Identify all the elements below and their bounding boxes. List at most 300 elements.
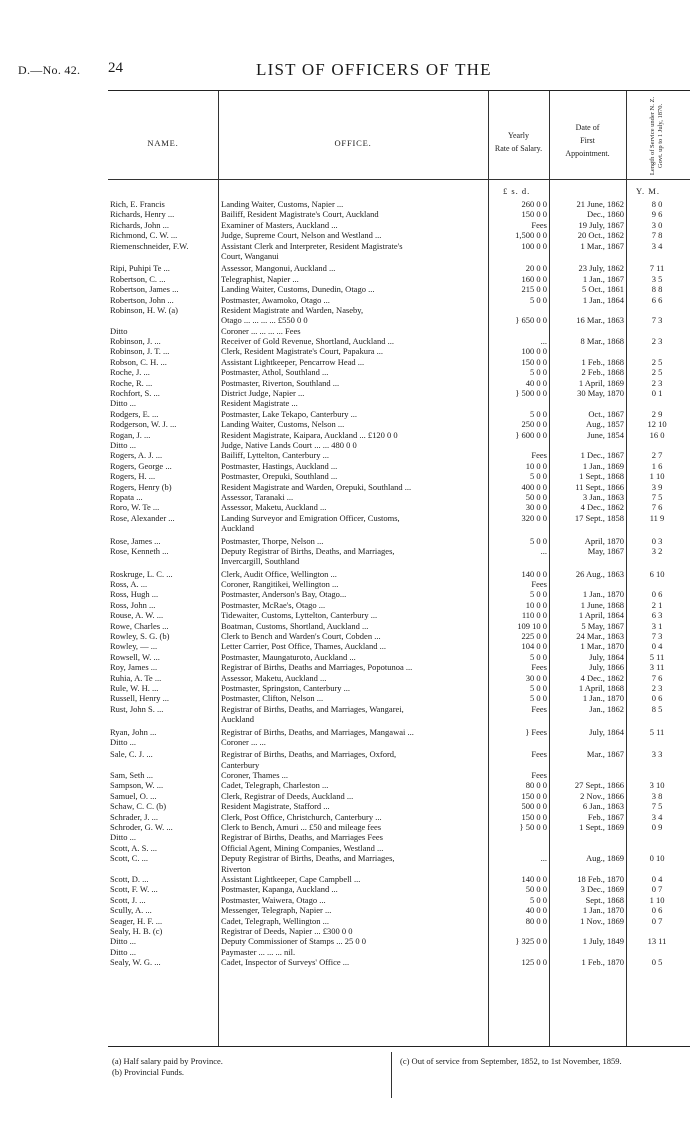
table-row — [108, 631, 690, 641]
salary-cell: 140 0 0 — [521, 874, 547, 884]
salary-cell: 5 0 0 — [530, 367, 547, 378]
office-cell: Auckland — [221, 523, 255, 534]
officer-name: Rose, Kenneth ... — [110, 545, 169, 556]
service-length-cell: 2 7 — [651, 450, 663, 461]
appointment-date-cell: 26 Aug., 1863 — [575, 568, 624, 579]
table-row — [108, 652, 690, 662]
officer-name: Schroder, G. W. ... — [110, 822, 173, 833]
table-row — [108, 523, 690, 533]
office-cell: Registrar of Births, Deaths, and Marriages, Mangawai ... — [221, 726, 414, 737]
salary-cell: 150 0 0 — [521, 790, 547, 801]
salary-cell: 30 0 0 — [525, 672, 547, 683]
salary-cell: Fees — [531, 219, 547, 230]
office-cell: Registrar of Births, Deaths, and Marriages Fees — [221, 832, 383, 843]
appointment-date-cell: 23 July, 1862 — [578, 263, 624, 274]
service-length-cell: 8 0 — [651, 199, 663, 209]
service-length-cell: 2 3 — [651, 377, 663, 388]
office-cell: Clerk, Post Office, Christchurch, Canterbury ... — [221, 811, 382, 822]
service-length-cell: 9 6 — [651, 209, 663, 220]
footnotes — [108, 1052, 690, 1102]
column-header-length-text: Length of Service under N. Z. Govt. up to 1 July, 1870. — [649, 96, 664, 176]
salary-cell: } 600 0 0 — [515, 429, 547, 440]
service-length-cell: 0 7 — [651, 884, 663, 895]
officer-name: Robinson, J. T. ... — [110, 346, 170, 357]
salary-cell: ... — [540, 545, 547, 556]
appointment-date-cell: 1 Jan., 1870 — [582, 589, 624, 600]
appointment-date-cell: 4 Dec., 1862 — [580, 502, 624, 513]
officer-name: Rust, John S. ... — [110, 703, 164, 714]
appointment-date-cell: 5 Oct., 1861 — [581, 284, 624, 295]
office-cell: Clerk to Bench and Warden's Court, Cobden ... — [221, 631, 381, 642]
table-row — [108, 864, 690, 874]
salary-cell: 160 0 0 — [521, 273, 547, 284]
table-row — [108, 336, 690, 346]
service-length-cell: 6 10 — [649, 568, 665, 579]
service-length-cell: 7 11 — [649, 263, 665, 274]
service-length-cell: 0 4 — [651, 641, 663, 652]
appointment-date-cell: 1 Jan., 1870 — [582, 905, 624, 916]
officer-name: Roro, W. Te ... — [110, 502, 160, 513]
salary-cell: 50 0 0 — [525, 491, 547, 502]
salary-cell: Fees — [531, 450, 547, 461]
appointment-date-cell: 1 Feb., 1868 — [581, 356, 624, 367]
appointment-date-cell: Aug., 1869 — [585, 853, 624, 864]
appointment-date-cell: July, 1866 — [589, 662, 624, 673]
officer-name: Rowley, S. G. (b) — [110, 631, 170, 642]
table-row — [108, 199, 690, 209]
appointment-date-cell: 1 Jan., 1867 — [582, 273, 624, 284]
officer-name: Robson, C. H. ... — [110, 356, 167, 367]
officer-name: Scott, F. W. ... — [110, 884, 158, 895]
appointment-date-cell: 1 Sept., 1868 — [579, 471, 624, 482]
table-row — [108, 409, 690, 419]
salary-cell: 400 0 0 — [521, 481, 547, 492]
salary-cell: 80 0 0 — [525, 915, 547, 926]
office-cell: Postmaster, Kapanga, Auckland ... — [221, 884, 338, 895]
table-row — [108, 556, 690, 566]
office-cell: Postmaster, Awamoko, Otago ... — [221, 294, 330, 305]
appointment-date-cell: Mar., 1867 — [586, 749, 624, 760]
service-length-cell: 1 10 — [649, 894, 665, 905]
officer-name: Rogan, J. ... — [110, 429, 151, 440]
length-units: Y. M. — [636, 186, 660, 196]
officer-name: Scott, D. ... — [110, 874, 149, 884]
service-length-cell: 1 10 — [649, 471, 665, 482]
officer-name: Scott, A. S. ... — [110, 842, 157, 853]
service-length-cell: 7 6 — [651, 502, 663, 513]
table-row — [108, 610, 690, 620]
table-row — [108, 780, 690, 790]
officer-name: Riemenschneider, F.W. — [110, 240, 189, 251]
appointment-date-cell: 20 Oct., 1862 — [577, 230, 624, 241]
office-cell: Cadet, Telegraph, Wellington ... — [221, 915, 329, 926]
salary-cell: Fees — [531, 703, 547, 714]
officer-name: Scott, C. ... — [110, 853, 149, 864]
service-length-cell: 7 5 — [651, 801, 663, 812]
appointment-date-cell: 24 Mar., 1863 — [576, 631, 624, 642]
table-row — [108, 263, 690, 273]
officer-name: Sampson, W. ... — [110, 780, 164, 791]
officer-name: Richmond, C. W. ... — [110, 230, 178, 241]
officer-name: Rowsell, W. ... — [110, 651, 160, 662]
office-cell: Court, Wanganui — [221, 250, 279, 261]
table-row — [108, 791, 690, 801]
table-row — [108, 905, 690, 915]
appointment-date-cell: 1 June, 1868 — [580, 599, 624, 610]
office-cell: District Judge, Napier ... — [221, 388, 305, 399]
appointment-date-cell: 3 Dec., 1869 — [580, 884, 624, 895]
salary-cell: 125 0 0 — [521, 957, 547, 968]
office-cell: Resident Magistrate ... — [221, 398, 298, 409]
office-cell: Boatman, Customs, Shortland, Auckland ... — [221, 620, 369, 631]
service-length-cell: 3 0 — [651, 219, 663, 230]
salary-cell: 100 0 0 — [521, 240, 547, 251]
appointment-date-cell: July, 1864 — [589, 726, 624, 737]
officer-name: Rodgerson, W. J. ... — [110, 419, 177, 430]
footnote-a: (a) Half salary paid by Province. — [112, 1056, 223, 1066]
officer-name: Ditto ... — [110, 946, 136, 957]
office-cell: Postmaster, Waiwera, Otago ... — [221, 894, 326, 905]
table-row — [108, 714, 690, 724]
appointment-date-cell: 17 Sept., 1858 — [574, 512, 624, 523]
officer-name: Roskruge, L. C. ... — [110, 568, 173, 579]
appointment-date-cell: 1 April, 1869 — [578, 377, 624, 388]
salary-cell: 5 0 0 — [530, 535, 547, 546]
appointment-date-cell: 1 Feb., 1870 — [581, 957, 624, 968]
office-cell: Deputy Registrar of Births, Deaths, and Marriages, — [221, 853, 395, 864]
appointment-date-cell: 1 Jan., 1870 — [582, 693, 624, 704]
table-row — [108, 749, 690, 759]
salary-cell: } 650 0 0 — [515, 315, 547, 326]
salary-cell: 150 0 0 — [521, 811, 547, 822]
service-length-cell: 3 8 — [651, 790, 663, 801]
officer-name: Schrader, J. ... — [110, 811, 159, 822]
table-row — [108, 220, 690, 230]
office-cell: Assistant Lightkeeper, Pencarrow Head ... — [221, 356, 365, 367]
appointment-date-cell: 1 July, 1849 — [582, 936, 624, 947]
salary-cell: 40 0 0 — [525, 905, 547, 916]
officer-name: Samuel, O. ... — [110, 790, 157, 801]
office-cell: Assessor, Mangonui, Auckland ... — [221, 263, 336, 274]
office-cell: Resident Magistrate and Warden, Orepuki, Southland ... — [221, 481, 412, 492]
service-length-cell: 3 10 — [649, 780, 665, 791]
table-row — [108, 621, 690, 631]
table-row — [108, 812, 690, 822]
service-length-cell: 3 5 — [651, 273, 663, 284]
table-row — [108, 947, 690, 957]
service-length-cell: 3 4 — [651, 811, 663, 822]
office-cell: Bailiff, Lyttelton, Canterbury ... — [221, 450, 329, 461]
office-cell: Postmaster, Lake Tekapo, Canterbury ... — [221, 408, 358, 419]
office-cell: Registrar of Births, Deaths, and Marriages, Wangarei, — [221, 703, 404, 714]
service-length-cell: 0 7 — [651, 915, 663, 926]
office-cell: Postmaster, McRae's, Otago ... — [221, 599, 326, 610]
table-row — [108, 471, 690, 481]
table-row — [108, 513, 690, 523]
office-cell: Receiver of Gold Revenue, Shortland, Auckland ... — [221, 336, 395, 347]
officer-name: Ross, John ... — [110, 599, 156, 610]
salary-cell: Fees — [531, 749, 547, 760]
salary-cell: 50 0 0 — [525, 884, 547, 895]
officer-name: Scully, A. ... — [110, 905, 152, 916]
service-length-cell: 2 3 — [651, 336, 663, 347]
table-row — [108, 230, 690, 240]
table-row — [108, 801, 690, 811]
table-row — [108, 853, 690, 863]
appointment-date-cell: 1 Jan., 1864 — [582, 294, 624, 305]
appointment-date-cell: 1 Mar., 1867 — [580, 240, 624, 251]
appointment-date-cell: 3 Jan., 1863 — [582, 491, 624, 502]
office-cell: Examiner of Masters, Auckland ... — [221, 219, 338, 230]
page-number: 24 — [108, 60, 123, 76]
salary-cell: 260 0 0 — [521, 199, 547, 209]
office-cell: Landing Waiter, Customs, Napier ... — [221, 199, 344, 209]
table-row — [108, 662, 690, 672]
office-cell: Clerk, Audit Office, Wellington ... — [221, 568, 337, 579]
office-cell: Postmaster, Maungaturoto, Auckland ... — [221, 651, 356, 662]
service-length-cell: 0 9 — [651, 822, 663, 833]
service-length-cell: 7 8 — [651, 230, 663, 241]
office-cell: Landing Waiter, Customs, Nelson ... — [221, 419, 345, 430]
page-header — [0, 60, 700, 84]
officer-name: Rogers, H. ... — [110, 471, 156, 482]
officer-name: Schaw, C. C. (b) — [110, 801, 167, 812]
service-length-cell: 2 1 — [651, 599, 663, 610]
officer-name: Robinson, H. W. (a) — [110, 304, 178, 315]
salary-cell: 100 0 0 — [521, 346, 547, 357]
table-row — [108, 295, 690, 305]
appointment-date-cell: 1 Jan., 1869 — [582, 460, 624, 471]
service-length-cell: 0 10 — [649, 853, 665, 864]
officer-name: Rouse, A. W. ... — [110, 610, 164, 621]
appointment-date-cell: 16 Mar., 1863 — [576, 315, 624, 326]
service-length-cell: 7 3 — [651, 631, 663, 642]
table-row — [108, 492, 690, 502]
service-length-cell: 6 3 — [651, 610, 663, 621]
salary-cell: 1,500 0 0 — [515, 230, 547, 241]
appointment-date-cell: 30 May, 1870 — [577, 388, 624, 399]
salary-cell: 500 0 0 — [521, 801, 547, 812]
officer-name: Ross, Hugh ... — [110, 589, 159, 600]
appointment-date-cell: 1 Nov., 1869 — [580, 915, 624, 926]
service-length-cell: 12 10 — [647, 419, 667, 430]
column-header-office: OFFICE. — [334, 138, 372, 148]
salary-cell: 5 0 0 — [530, 693, 547, 704]
officer-name: Ditto ... — [110, 398, 136, 409]
office-cell: Assessor, Maketu, Auckland ... — [221, 672, 327, 683]
officer-name: Russell, Henry ... — [110, 693, 170, 704]
service-length-cell: 2 9 — [651, 408, 663, 419]
appointment-date-cell: April, 1870 — [584, 535, 624, 546]
office-cell: Assistant Clerk and Interpreter, Resident Magistrate's — [221, 240, 403, 251]
officer-name: Rowley, — ... — [110, 641, 158, 652]
officer-name: Rule, W. H. ... — [110, 682, 159, 693]
salary-cell: } 500 0 0 — [515, 388, 547, 399]
column-header-length — [626, 92, 690, 178]
office-cell: Postmaster, Clifton, Nelson ... — [221, 693, 324, 704]
header-rule — [108, 179, 690, 180]
office-cell: Cadet, Inspector of Surveys' Office ... — [221, 957, 350, 968]
appointment-date-cell: 2 Nov., 1866 — [580, 790, 624, 801]
office-cell: Coroner, Thames ... — [221, 770, 289, 781]
appointment-date-cell: 18 Feb., 1870 — [577, 874, 624, 884]
service-length-cell: 8 8 — [651, 284, 663, 295]
salary-cell: 109 10 0 — [517, 620, 547, 631]
appointment-date-cell: Jan., 1862 — [589, 703, 624, 714]
service-length-cell: 6 6 — [651, 294, 663, 305]
appointment-date-cell: Feb., 1867 — [587, 811, 624, 822]
officers-table — [108, 90, 690, 1047]
officer-name: Roche, J. ... — [110, 367, 150, 378]
service-length-cell: 0 6 — [651, 589, 663, 600]
salary-cell: 104 0 0 — [521, 641, 547, 652]
table-row — [108, 704, 690, 714]
salary-cell: } 50 0 0 — [519, 822, 547, 833]
salary-cell: 225 0 0 — [521, 631, 547, 642]
service-length-cell: 13 11 — [647, 936, 667, 947]
office-cell: Official Agent, Mining Companies, Westland ... — [221, 842, 384, 853]
table-row — [108, 440, 690, 450]
office-cell: Judge, Supreme Court, Nelson and Westland ... — [221, 230, 382, 241]
table-row — [108, 378, 690, 388]
salary-cell: 5 0 0 — [530, 894, 547, 905]
office-cell: Registrar of Deeds, Napier ... £300 0 0 — [221, 925, 353, 936]
service-length-cell: 3 2 — [651, 545, 663, 556]
office-cell: Deputy Registrar of Births, Deaths, and Marriages, — [221, 545, 395, 556]
table-row — [108, 482, 690, 492]
table-row — [108, 727, 690, 737]
officer-name: Ropata ... — [110, 491, 143, 502]
appointment-date-cell: 5 May, 1867 — [581, 620, 624, 631]
table-row — [108, 569, 690, 579]
officer-name: Robinson, J. ... — [110, 336, 161, 347]
officer-name: Sam, Seth ... — [110, 770, 153, 781]
officer-name: Sealy, W. G. ... — [110, 957, 161, 968]
doc-number: D.—No. 42. — [18, 63, 81, 77]
table-row — [108, 600, 690, 610]
table-row — [108, 209, 690, 219]
salary-cell: ... — [540, 336, 547, 347]
office-cell: Registrar of Births, Deaths, and Marriages, Oxford, — [221, 749, 397, 760]
office-cell: Coroner, Rangitikei, Wellington ... — [221, 579, 339, 590]
office-cell: Otago ... ... ... ... £550 0 0 — [221, 315, 308, 326]
table-row — [108, 284, 690, 294]
office-cell: Coroner ... ... — [221, 736, 266, 747]
table-row — [108, 450, 690, 460]
officer-name: Robertson, James ... — [110, 284, 179, 295]
page-title: LIST OF OFFICERS OF THE — [256, 60, 492, 79]
footnote-c: (c) Out of service from September, 1852, to 1st November, 1859. — [400, 1056, 622, 1066]
office-cell: Tidewaiter, Customs, Lyttelton, Canterbury ... — [221, 610, 378, 621]
salary-cell: 150 0 0 — [521, 356, 547, 367]
salary-cell: 5 0 0 — [530, 651, 547, 662]
salary-cell: 10 0 0 — [525, 599, 547, 610]
column-header-salary: Yearly Rate of Salary. — [494, 131, 543, 153]
office-cell: Bailiff, Resident Magistrate's Court, Auckland — [221, 209, 379, 220]
officer-name: Scott, J. ... — [110, 894, 146, 905]
office-cell: Postmaster, Springston, Canterbury ... — [221, 682, 351, 693]
salary-cell: 5 0 0 — [530, 682, 547, 693]
table-row — [108, 760, 690, 770]
table-row — [108, 546, 690, 556]
service-length-cell: 3 9 — [651, 481, 663, 492]
appointment-date-cell: 6 Jan., 1863 — [582, 801, 624, 812]
column-header-name: NAME. — [147, 138, 179, 148]
service-length-cell: 2 3 — [651, 682, 663, 693]
salary-cell: 250 0 0 — [521, 419, 547, 430]
salary-cell: 320 0 0 — [521, 512, 547, 523]
officer-name: Roy, James ... — [110, 662, 158, 673]
officer-name: Rodgers, E. ... — [110, 408, 159, 419]
office-cell: Postmaster, Thorpe, Nelson ... — [221, 535, 324, 546]
officer-name: Ditto — [110, 325, 128, 336]
salary-cell: ... — [540, 853, 547, 864]
table-row — [108, 926, 690, 936]
officer-name: Ripi, Puhipi Te ... — [110, 263, 170, 274]
service-length-cell: 3 4 — [651, 240, 663, 251]
office-cell: Paymaster ... ... ... nil. — [221, 946, 296, 957]
officer-name: Sale, C. J. ... — [110, 749, 153, 760]
office-cell: Messenger, Telegraph, Napier ... — [221, 905, 332, 916]
officer-name: Roche, R. ... — [110, 377, 153, 388]
table-row — [108, 346, 690, 356]
office-cell: Assistant Lightkeeper, Cape Campbell ... — [221, 874, 361, 884]
table-row — [108, 430, 690, 440]
appointment-date-cell: Dec., 1860 — [586, 209, 624, 220]
salary-units: £ s. d. — [503, 186, 531, 196]
officer-name: Richards, Henry ... — [110, 209, 175, 220]
salary-cell: 10 0 0 — [525, 460, 547, 471]
officer-name: Rogers, A. J. ... — [110, 450, 163, 461]
office-cell: Letter Carrier, Post Office, Thames, Auckland ... — [221, 641, 387, 652]
salary-cell: 5 0 0 — [530, 294, 547, 305]
appointment-date-cell: 4 Dec., 1862 — [580, 672, 624, 683]
appointment-date-cell: 2 Feb., 1868 — [581, 367, 624, 378]
service-length-cell: 0 3 — [651, 535, 663, 546]
office-cell: Assessor, Taranaki ... — [221, 491, 294, 502]
table-row — [108, 589, 690, 599]
appointment-date-cell: 1 April, 1868 — [578, 682, 624, 693]
officer-name: Ryan, John ... — [110, 726, 157, 737]
appointment-date-cell: 1 Mar., 1870 — [580, 641, 624, 652]
office-cell: Assessor, Maketu, Auckland ... — [221, 502, 327, 513]
service-length-cell: 1 6 — [651, 460, 663, 471]
salary-cell: } Fees — [525, 726, 547, 737]
table-row — [108, 326, 690, 336]
appointment-date-cell: June, 1854 — [587, 429, 624, 440]
table-row — [108, 884, 690, 894]
service-length-cell: 0 4 — [651, 874, 663, 884]
office-cell: Coroner ... ... ... ... Fees — [221, 325, 301, 336]
appointment-date-cell: 11 Sept., 1866 — [575, 481, 624, 492]
officer-name: Ditto ... — [110, 936, 136, 947]
table-row — [108, 832, 690, 842]
table-row — [108, 274, 690, 284]
table-row — [108, 822, 690, 832]
column-header-date: Date of First Appointment. — [565, 123, 610, 158]
table-row — [108, 536, 690, 546]
service-length-cell: 7 3 — [651, 315, 663, 326]
office-cell: Telegraphist, Napier ... — [221, 273, 299, 284]
table-row — [108, 916, 690, 926]
salary-cell: } 325 0 0 — [515, 936, 547, 947]
officer-name: Ditto ... — [110, 736, 136, 747]
table-row — [108, 843, 690, 853]
service-length-cell: 8 5 — [651, 703, 663, 714]
service-length-cell: 0 5 — [651, 957, 663, 968]
office-cell: Judge, Native Lands Court ... ... 480 0 0 — [221, 439, 357, 450]
officer-name: Rowe, Charles ... — [110, 620, 169, 631]
